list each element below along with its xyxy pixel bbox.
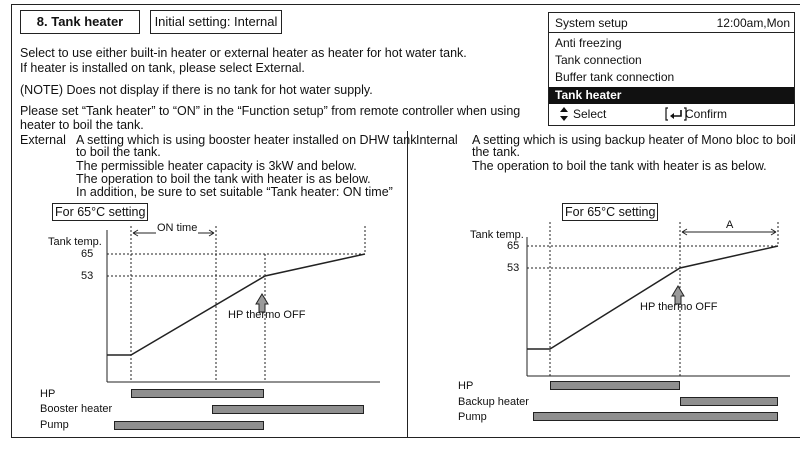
internal-setting-label: For 65°C setting — [562, 203, 658, 221]
external-annotation: HP thermo OFF — [228, 309, 306, 321]
internal-tick-53: 53 — [507, 262, 520, 274]
internal-pump-bar — [533, 412, 778, 421]
internal-interval-label: A — [726, 219, 734, 231]
menu-item-buffer-tank-connection[interactable]: Buffer tank connection — [555, 70, 675, 84]
footer-confirm-label: Confirm — [685, 107, 728, 121]
external-desc-3: The permissible heater capacity is 3kW and below. — [76, 159, 357, 173]
menu-item-anti-freezing[interactable]: Anti freezing — [555, 36, 622, 50]
external-interval-label: ON time — [157, 222, 198, 234]
internal-legend-hp: HP — [458, 380, 474, 392]
external-tick-53: 53 — [81, 270, 94, 282]
external-desc-1: A setting which is using booster heater installed on DHW tank — [76, 133, 417, 147]
internal-desc-3: The operation to boil the tank with heater is as below. — [472, 159, 767, 173]
intro-note: (NOTE) Does not display if there is no tank for hot water supply. — [20, 83, 373, 97]
external-tick-65: 65 — [81, 248, 94, 260]
intro-line-1: Select to use either built-in heater or external heater as heater for hot water tank. — [20, 46, 467, 60]
internal-backup-bar — [680, 397, 778, 406]
external-label: External — [20, 133, 66, 147]
internal-legend-pump: Pump — [458, 411, 487, 423]
intro-line-2: If heater is installed on tank, please select External. — [20, 61, 305, 75]
internal-tick-65: 65 — [507, 240, 520, 252]
external-y-axis-label: Tank temp. — [48, 236, 102, 248]
internal-label: Internal — [416, 133, 458, 147]
internal-desc-1: A setting which is using backup heater of Mono bloc to boil — [472, 133, 796, 147]
panel-title: System setup — [555, 16, 628, 30]
external-desc-2: to boil the tank. — [76, 145, 161, 159]
external-desc-5: In addition, be sure to set suitable “Tank heater: ON time” — [76, 185, 393, 199]
internal-legend-backup: Backup heater — [458, 396, 529, 408]
external-legend-booster: Booster heater — [40, 403, 113, 415]
internal-desc-2: the tank. — [472, 145, 520, 159]
external-legend-pump: Pump — [40, 419, 69, 431]
internal-annotation: HP thermo OFF — [640, 301, 718, 313]
external-desc-4: The operation to boil the tank with heater is as below. — [76, 172, 371, 186]
menu-item-tank-connection[interactable]: Tank connection — [555, 53, 642, 67]
intro-line-3: Please set “Tank heater” to “ON” in the “Function setup” from remote controller when using — [20, 104, 521, 118]
panel-time: 12:00am,Mon — [716, 16, 790, 30]
internal-hp-bar — [550, 381, 680, 390]
internal-y-axis-label: Tank temp. — [470, 229, 524, 241]
intro-line-4: heater to boil the tank. — [20, 118, 144, 132]
external-setting-label: For 65°C setting — [52, 203, 148, 221]
footer-select-label: Select — [573, 107, 607, 121]
external-legend-hp: HP — [40, 388, 56, 400]
section-title: 8. Tank heater — [20, 10, 140, 34]
menu-item-tank-heater[interactable]: Tank heater — [549, 87, 794, 104]
initial-setting-box: Initial setting: Internal — [150, 10, 282, 34]
